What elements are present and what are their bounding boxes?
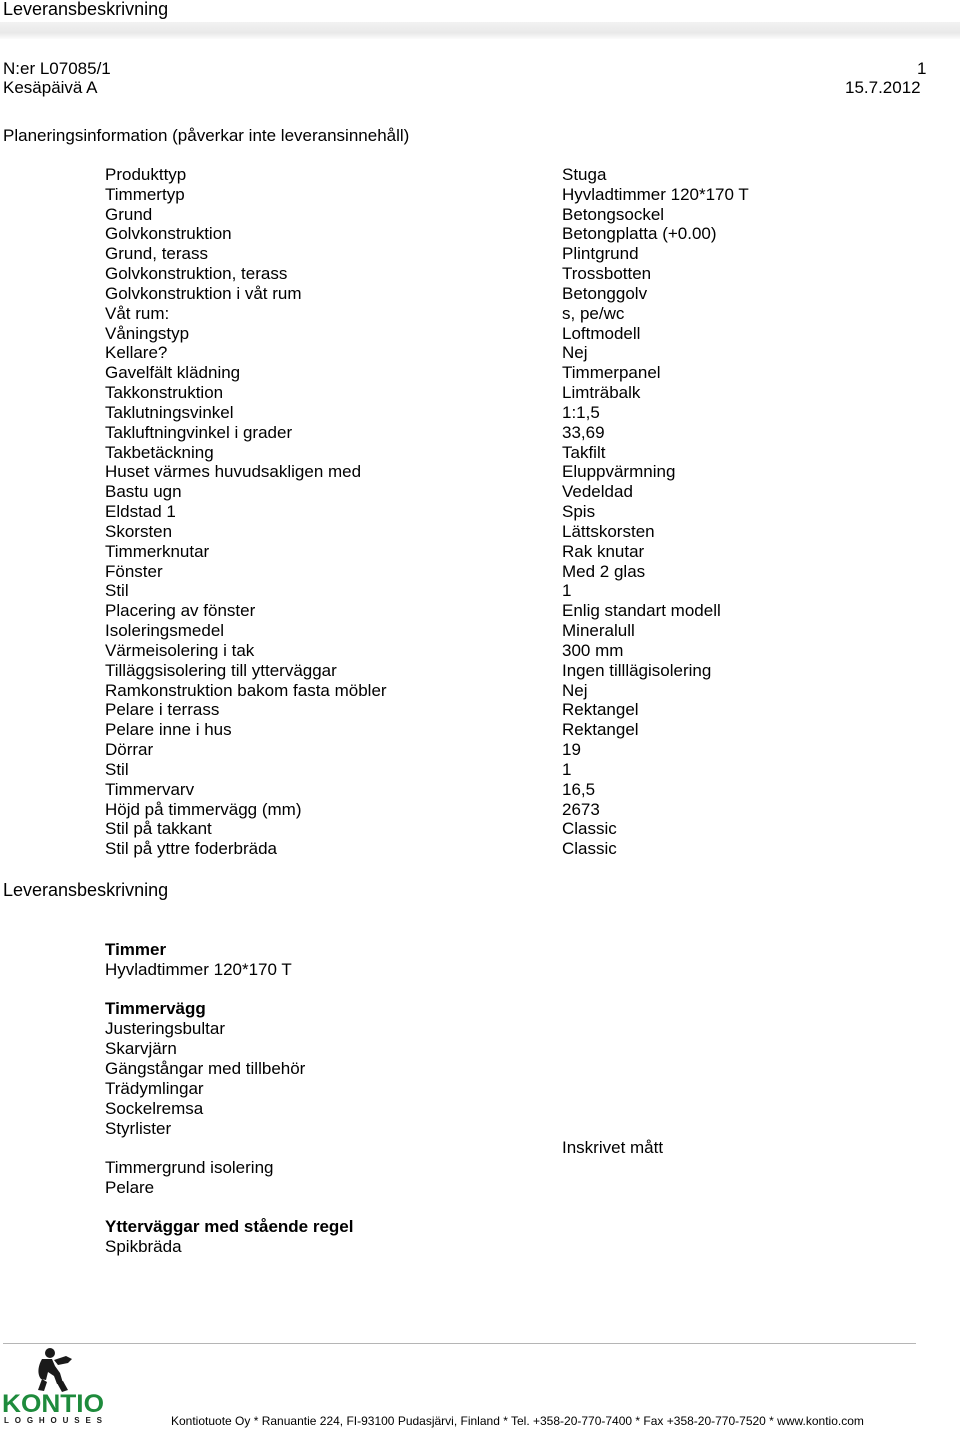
- spec-value: Classic: [562, 839, 617, 859]
- spec-row: [0, 601, 960, 621]
- foundation-item: Pelare: [105, 1178, 155, 1197]
- spec-label: Ramkonstruktion bakom fasta möbler: [105, 680, 387, 700]
- spec-label: Timmertyp: [105, 184, 185, 204]
- spec-label: Isoleringsmedel: [105, 621, 225, 641]
- spec-row: [0, 324, 960, 344]
- kontio-logo: [2, 1346, 106, 1426]
- spec-label: Våningstyp: [105, 323, 190, 343]
- spec-value: Eluppvärmning: [562, 462, 676, 482]
- spec-label: Timmervarv: [105, 779, 195, 799]
- spec-value: Rektangel: [562, 700, 639, 720]
- spec-row: [0, 661, 960, 681]
- spec-row: [0, 403, 960, 423]
- spec-label: Våt rum:: [105, 303, 170, 323]
- spec-label: Dörrar: [105, 740, 154, 760]
- planning-heading: Planeringsinformation (påverkar inte leveransinnehåll): [3, 126, 410, 145]
- spec-value: Nej: [562, 343, 588, 363]
- wall-item: Trädymlingar: [105, 1079, 204, 1098]
- spec-value: Loftmodell: [562, 323, 641, 343]
- spec-row: [0, 264, 960, 284]
- timmervagg-heading: Timmervägg: [105, 999, 206, 1018]
- spec-label: Tilläggsisolering till ytterväggar: [105, 660, 337, 680]
- spec-value: 2673: [562, 799, 600, 819]
- spec-value: Mineralull: [562, 621, 635, 641]
- spec-value: Med 2 glas: [562, 561, 646, 581]
- footer-divider: [3, 1343, 916, 1344]
- wall-item: Styrlister: [105, 1119, 172, 1138]
- spec-label: Placering av fönster: [105, 601, 256, 621]
- spec-row: [0, 185, 960, 205]
- spec-row: [0, 522, 960, 542]
- spec-label: Höjd på timmervägg (mm): [105, 799, 302, 819]
- spec-value: 1: [562, 759, 572, 779]
- outer-wall-heading: Ytterväggar med stående regel: [105, 1217, 354, 1236]
- spec-label: Takluftningvinkel i grader: [105, 422, 293, 442]
- spec-value: Betongsockel: [562, 204, 665, 224]
- spec-row: [0, 800, 960, 820]
- spec-value: Spis: [562, 502, 596, 522]
- spec-row: [0, 641, 960, 661]
- spec-value: s, pe/wc: [562, 303, 625, 323]
- timmer-type: Hyvladtimmer 120*170 T: [105, 960, 292, 979]
- spec-row: [0, 165, 960, 185]
- spec-label: Huset värmes huvudsakligen med: [105, 462, 362, 482]
- spec-label: Golvkonstruktion i våt rum: [105, 283, 302, 303]
- spec-row: [0, 562, 960, 582]
- spec-label: Grund, terass: [105, 244, 208, 264]
- spec-value: Betongplatta (+0.00): [562, 224, 717, 244]
- header-band-edge: [0, 39, 960, 40]
- spec-value: Timmerpanel: [562, 363, 661, 383]
- spec-label: Grund: [105, 204, 153, 224]
- order-number: N:er L07085/1: [3, 59, 111, 78]
- spec-value: 1:1,5: [562, 402, 600, 422]
- spec-value: Stuga: [562, 165, 607, 184]
- spec-row: [0, 462, 960, 482]
- spec-row: [0, 284, 960, 304]
- bear-icon: [38, 1348, 72, 1392]
- spec-label: Bastu ugn: [105, 482, 182, 502]
- spec-row: [0, 363, 960, 383]
- spec-label: Takkonstruktion: [105, 383, 224, 403]
- spec-row: [0, 700, 960, 720]
- spec-value: Lättskorsten: [562, 521, 655, 541]
- wall-item: Sockelremsa: [105, 1099, 204, 1118]
- spec-label: Timmerknutar: [105, 541, 210, 561]
- spec-value: Plintgrund: [562, 244, 639, 264]
- spec-label: Gavelfält klädning: [105, 363, 241, 383]
- spec-label: Taklutningsvinkel: [105, 402, 234, 422]
- spec-label: Stil på yttre foderbräda: [105, 839, 277, 859]
- foundation-item: Timmergrund isolering: [105, 1158, 274, 1177]
- spec-value: Hyvladtimmer 120*170 T: [562, 184, 749, 204]
- spec-value: 19: [562, 740, 581, 760]
- spec-row: [0, 244, 960, 264]
- wall-item: Skarvjärn: [105, 1039, 177, 1058]
- measured-note: Inskrivet mått: [562, 1138, 664, 1157]
- spec-row: [0, 304, 960, 324]
- spec-value: Ingen tilllägisolering: [562, 660, 712, 680]
- spec-label: Stil på takkant: [105, 819, 212, 839]
- spec-value: Betonggolv: [562, 283, 648, 303]
- spec-row: [0, 482, 960, 502]
- spec-row: [0, 224, 960, 244]
- spec-label: Värmeisolering i tak: [105, 640, 255, 660]
- spec-label: Eldstad 1: [105, 502, 176, 522]
- footer-contact: Kontiotuote Oy * Ranuantie 224, FI-93100 Pudasjärvi, Finland * Tel. +358-20-770-7400 * Fax +358-20-770-7520 * www.kontio.com: [171, 1414, 864, 1428]
- spec-row: [0, 760, 960, 780]
- document-title: Leveransbeskrivning: [3, 0, 169, 19]
- timmer-heading: Timmer: [105, 940, 167, 959]
- spec-value: Limträbalk: [562, 383, 641, 403]
- wall-item: Justeringsbultar: [105, 1019, 226, 1038]
- spec-value: Nej: [562, 680, 588, 700]
- spec-value: Trossbotten: [562, 264, 652, 284]
- spec-label: Stil: [105, 581, 129, 601]
- spec-row: [0, 581, 960, 601]
- spec-row: [0, 542, 960, 562]
- spec-row: [0, 621, 960, 641]
- spec-value: Takfilt: [562, 442, 606, 462]
- spec-label: Stil: [105, 759, 129, 779]
- spec-row: [0, 502, 960, 522]
- spec-row: [0, 205, 960, 225]
- spec-value: Rektangel: [562, 720, 639, 740]
- spec-label: Produkttyp: [105, 165, 187, 184]
- spec-row: [0, 423, 960, 443]
- document-date: 15.7.2012: [845, 78, 921, 97]
- spec-value: 33,69: [562, 422, 605, 442]
- spec-row: [0, 780, 960, 800]
- spec-value: Vedeldad: [562, 482, 633, 502]
- spec-value: Classic: [562, 819, 617, 839]
- spec-label: Takbetäckning: [105, 442, 214, 462]
- header-band: [0, 22, 960, 40]
- spec-value: Enlig standart modell: [562, 601, 721, 621]
- spec-row: [0, 740, 960, 760]
- spec-row: [0, 443, 960, 463]
- logo-wordmark: KONTIO: [2, 1390, 104, 1418]
- outer-wall-item: Spikbräda: [105, 1237, 182, 1256]
- spec-label: Golvkonstruktion: [105, 224, 232, 244]
- spec-label: Pelare i terrass: [105, 700, 220, 720]
- spec-value: 16,5: [562, 779, 596, 799]
- spec-label: Golvkonstruktion, terass: [105, 264, 288, 284]
- page-number: 1: [917, 59, 927, 78]
- delivery-heading: Leveransbeskrivning: [3, 880, 169, 900]
- spec-value: Rak knutar: [562, 541, 645, 561]
- spec-label: Fönster: [105, 561, 163, 581]
- spec-row: [0, 839, 960, 859]
- spec-label: Kellare?: [105, 343, 168, 363]
- wall-item: Gängstångar med tillbehör: [105, 1059, 306, 1078]
- spec-value: 300 mm: [562, 640, 624, 660]
- project-name: Kesäpäivä A: [3, 78, 98, 97]
- spec-row: [0, 819, 960, 839]
- spec-row: [0, 383, 960, 403]
- logo-subtext: LOGHOUSES: [4, 1416, 102, 1425]
- spec-row: [0, 681, 960, 701]
- spec-label: Pelare inne i hus: [105, 720, 232, 740]
- spec-row: [0, 720, 960, 740]
- spec-label: Skorsten: [105, 521, 173, 541]
- spec-row: [0, 343, 960, 363]
- spec-value: 1: [562, 581, 572, 601]
